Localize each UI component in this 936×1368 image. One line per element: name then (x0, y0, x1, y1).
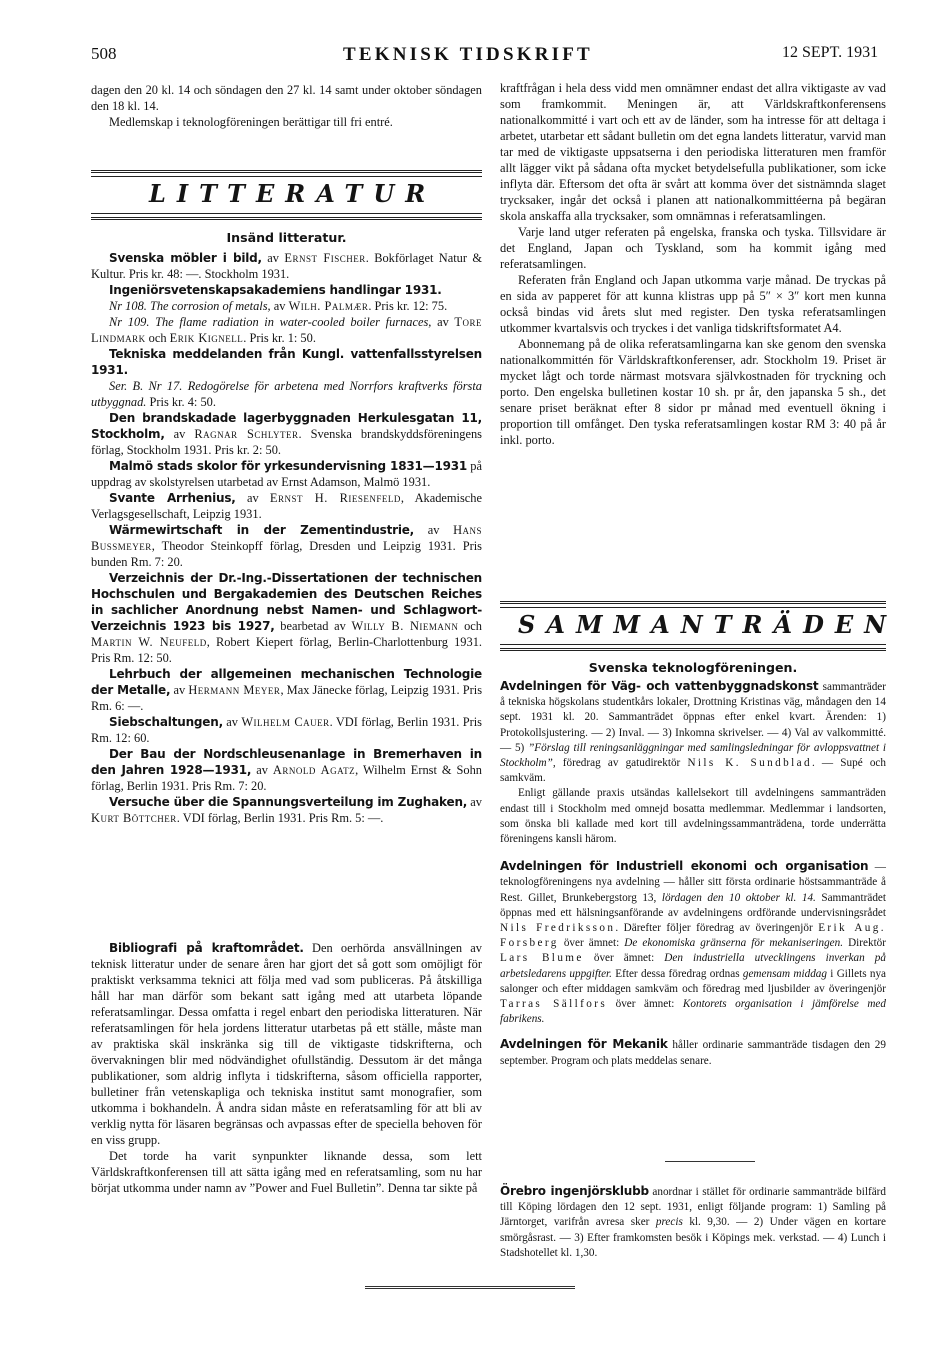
text: av (414, 523, 454, 537)
item-title: Lehrbuch der allgemeinen mechanischen Technologie der Metalle, (91, 667, 482, 697)
item-title: Verzeichnis der Dr.-Ing.-Dissertationen der technischen Hochschulen und Bergakademien des Deutschen Reiches in sachlicher Anordnung nebst Namen- und Schlagwort-Verzeichnis 1923 bis 1927, (91, 571, 482, 633)
litteratur-list (91, 230, 482, 826)
text: , Robert Kiepert förlag, Berlin-Charlottenburg 1931. Pris Rm. 12: 50. (91, 635, 482, 665)
paragraph: Referaten från England och Japan utkomma varje månad. De tryckas på en sida av papperet för att kunna klistras upp på 5″ × 3″ kort men kunna också bindas vid årets slut med register. Den tyska referatsamlingen utkommer kvartalsvis och tryckes i det vanliga tidskriftsformatet A4. (500, 273, 886, 335)
subheading: Svenska teknologföreningen. (588, 660, 798, 675)
notice-title: Örebro ingenjörsklubb (500, 1184, 649, 1198)
text: och (458, 619, 482, 633)
text: . VDI förlag, Berlin 1931. Pris Rm. 12: 60. (91, 715, 483, 745)
item-title: Der Bau der Nordschleusenanlage in Bremerhaven in den Jahren 1928—1931, (91, 747, 482, 777)
text: sammanträder å tekniska högskolans studentkårs lokaler, Drottning Kristinas väg, måndagen den 14 sept. 1931 kl. 20. Sammanträdet öppnas efter enkel kvart. Ärenden: 1) Protokollsjustering. — 2) Inval. — 3) Inkomna skrivelser. — 4) Val av valkommitté. — 5) (500, 681, 886, 754)
lecture-title: Den industriella utvecklingens inverkan på arbetsledarens uppgifter. (500, 952, 886, 980)
text: . Därefter följer föredrag av överingenjör (615, 922, 819, 935)
list-item (91, 666, 482, 714)
text: precis (655, 1216, 683, 1229)
text: av (261, 251, 285, 265)
text: anordnar i stället för ordinarie sammanträde bilfärd till Köping lördagen den 12 sept. 1931, enligt följande program: 1) Samling på Järntorget, varifrån avresa sker (500, 1186, 886, 1229)
text: , Akademische Verlagsgesellschaft, Leipzig 1931. (91, 491, 483, 521)
list-subitem (91, 298, 482, 314)
text: — teknologföreningens nya avdelning — håller sitt första ordinarie höstsammanträde å Rest. Gillet, Brunkebergstorg 13, (500, 861, 886, 904)
text: håller ordinarie sammanträde tisdagen den 29 september. Program och plats meddelas senare. (500, 1039, 886, 1067)
text: av (235, 491, 270, 505)
item-author: Ernst H. Riesenfeld (269, 491, 401, 505)
speaker-name: Nils K. Sundblad (687, 757, 812, 770)
text: Den oerhörda ansvällningen av teknisk litteratur under de senare åren har gjort det så gott som omöjligt för praktiskt verksamma teknici att följa med vad som publiceras. På åtskilliga håll har man därför som bekant satt igång med att utarbeta löpande referatsamlingar. Dessa omfatta i regel enbart den periodiska litteraturen. När referatsamlingen för hela jordens litteratur utarbetas på ett ställe, måste man av praktiska skäl inskränka sig till de viktigaste tidskrifterna, och övervakningen blir med nödvändighet ofullständig. Dessutom är det många publikationer, som aldrig inflyta i tidskrifterna, såsom officiella rapporter, bulletiner från vetenskapliga och tekniska institut samt monografier, som utkomma i bokhandeln. Å andra sidan måste en referatsamling för att bli av verklig nytta för läsaren begränsas och avpassas efter de speciella behoven för en viss grupp. (91, 941, 482, 1147)
text: gemensam middag (742, 967, 827, 980)
text: Efter dessa föredrag ordnas (611, 967, 743, 980)
article-title: Bibliografi på kraftområdet. (109, 941, 304, 955)
lecture-title: Kontorets organisation i jämförelse med fabrikens. (500, 998, 886, 1026)
item-title: Ingeniörsvetenskapsakademiens handlingar 1931. (109, 283, 442, 297)
section-banner-sammantraden (500, 601, 898, 651)
text: Pris kr. 4: 50. (146, 395, 216, 409)
text: . — Supé och samkväm. (500, 757, 886, 785)
item-title: Wärmewirtschaft in der Zementindustrie, (109, 523, 415, 537)
paragraph: kraftfrågan i hela dess vidd men omnämner endast det allra viktigaste av vad som framkommit. Meningen är, att Världskraftkonferensens nationalkommitté i vart och ett av de länder, som ha intresse för att deltaga i arbetet, utarbetar ett sådant bulletin om det egna landets litteratur, varvid man tar med de viktigaste uppsatserna i den periodiska litteraturen men framför allt lägger vikt på sådana ofta mycket betydelsefulla publikationer, som icke inflyta där. Eftersom det ofta är svårt att komma över det sistnämnda slaget trycksaker, ingår det också i planen att nationalkommittéerna på begäran skola anskaffa alla trycksaker, som omnämnas i referatsamlingen. (500, 81, 886, 223)
list-item (91, 714, 482, 746)
item-author: Arnold Agatz (272, 763, 356, 777)
text: . VDI förlag, Berlin 1931. Pris Rm. 5: —. (176, 811, 384, 825)
meeting-notice (500, 1037, 886, 1068)
text: föredrag av gatudirektör (555, 757, 688, 770)
item-author: Wilh. Palmær (288, 299, 369, 313)
text: . Pris kr. 1: 50. (243, 331, 316, 345)
item-subtitle: Nr 109. The flame radiation in water-cooled boiler furnaces, (109, 315, 432, 329)
meeting-notice (500, 859, 886, 1027)
paragraph: Abonnemang på de olika referatsamlingarna kan ske genom den svenska nationalkommittén för Världskraftkonferenser, adr. Stockholm 19. Priset är mycket lågt och torde närmast motsvara självkostnaden för tryckning och porto. Den engelska bulletinen kostar 10 sh. pr år, den japanska 5 sh., det senare priset beräknat efter 8 sidor pr månad med eventuell ökning i proportion till omfånget. Den tyska referatsamlingen kostar RM 3: 40 på år inkl. porto. (500, 337, 886, 447)
text: över ämnet: (583, 952, 665, 965)
item-author: Kurt Böttcher (91, 811, 177, 825)
text: av (222, 715, 242, 729)
paragraph: Enligt gällande praxis utsändas kallelsekort till avdelningens sammanträden endast till i Stockholm med omnejd bosatta medlemmar. Medlemmar i landsorten, som önska bli kallade med kort till avdelningssammanträdena, torde underrätta föreningens kansli härom. (500, 787, 886, 846)
list-subitem (91, 314, 482, 346)
text: kl. 9,30. — 2) Under vägen en kortare smörgåsrast. — 3) Efter framkomsten besök i Köpings mek. verkstad. — 4) Lunch i Stadshotellet kl. 1,30. (500, 1216, 886, 1259)
text: Direktör (843, 937, 887, 950)
text: av (431, 315, 455, 329)
text: av (270, 299, 289, 313)
item-author: Martin W. Neufeld (91, 635, 207, 649)
text: , Max Jänecke förlag, Leipzig 1931. Pris Rm. 6: —. (91, 683, 483, 713)
notice-title: Avdelningen för Väg- och vattenbyggnadskonst (500, 679, 819, 693)
bibliografi-article (91, 940, 482, 1196)
item-author: Hans Bussmeyer (91, 523, 483, 553)
speaker-name: Tarras Sällfors (500, 998, 608, 1011)
paragraph (91, 940, 482, 1148)
item-author: Tore Lindmark (91, 315, 482, 345)
list-item (91, 250, 482, 282)
text: på uppdrag av skolstyrelsen utarbetad av Ernst Adamson, Malmö 1931. (91, 459, 482, 489)
text: bearbetad av (274, 619, 352, 633)
list-subitem (91, 378, 482, 410)
text: och (145, 331, 170, 345)
speaker-name: Lars Blume (500, 952, 584, 965)
text: Sammanträdet öppnas med ett hälsningsanförande av avdelningens ordförande undervisningsrådet (500, 891, 886, 919)
meeting-notice (500, 679, 886, 786)
list-item (91, 458, 482, 490)
paragraph: dagen den 20 kl. 14 och söndagen den 27 kl. 14 samt under oktober söndagen den 18 kl. 14. (91, 83, 482, 113)
list-item (91, 282, 482, 298)
text: . Bokförlaget Natur & Kultur. Pris kr. 48: —. Stockholm 1931. (91, 251, 482, 281)
item-title: Svenska möbler i bild, (109, 251, 262, 265)
text: av (170, 683, 189, 697)
item-author: Hermann Meyer (188, 683, 281, 697)
list-item (91, 746, 482, 794)
text: . Svenska brandskyddsföreningens förlag, Stockholm 1931. Pris kr. 2: 50. (91, 427, 482, 457)
left-top-text (91, 82, 482, 130)
text: över ämnet: (607, 998, 683, 1011)
section-heading: SAMMANTRÄDEN (518, 610, 898, 639)
item-title: Versuche über die Spannungsverteilung im Zughaken, (109, 795, 468, 809)
divider (665, 1161, 755, 1162)
item-subtitle: Ser. B. Nr 17. Redogörelse för arbetena med Norrfors kraftverks första utbyggnad. (91, 379, 482, 409)
text: i Gillets nya salonger och efter middagen samkväm och föredrag med ljusbilder av överingenjör (500, 967, 887, 995)
item-title: Siebschaltungen, (109, 715, 223, 729)
sammantraden-list (500, 660, 886, 1069)
text: över ämnet: (558, 937, 625, 950)
text: av (251, 763, 273, 777)
list-item (91, 490, 482, 522)
issue-date: 12 SEPT. 1931 (782, 44, 879, 61)
item-author: Ragnar Schlyter (194, 427, 299, 441)
meeting-notice (500, 1184, 886, 1261)
orebro-notice (500, 1184, 886, 1261)
item-title: Tekniska meddelanden från Kungl. vattenfallsstyrelsen 1931. (91, 347, 482, 377)
text: , Wilhelm Ernst & Sohn förlag, Berlin 1931. Pris Rm. 7: 20. (91, 763, 482, 793)
text: , Theodor Steinkopff förlag, Dresden und Leipzig 1931. Pris bunden Rm. 7: 20. (91, 539, 482, 569)
text: av (164, 427, 195, 441)
list-item (91, 794, 482, 826)
lecture-title: ”Förslag till reningsanläggningar med samlingsledningar för avloppsvattnet i Stockholm”, (500, 741, 886, 770)
text: . Pris kr. 12: 75. (368, 299, 448, 313)
paragraph: Varje land utger referaten på engelska, franska och tyska. Tillsvidare är det England, Japan och Tyskland, som ha kommit igång med referatsamlingen. (500, 225, 886, 271)
item-author: Wilhelm Cauer (241, 715, 330, 729)
page-end-rule (365, 1286, 575, 1289)
item-author: Willy B. Niemann (351, 619, 459, 633)
subheading: Insänd litteratur. (226, 230, 347, 245)
item-title: Svante Arrhenius, (109, 491, 236, 505)
paragraph: Det torde ha varit synpunkter liknande dessa, som lett Världskraftkonferensen till att sätta igång med en referatsamling, som nu har börjat utkomma under namn av ”Power and Fuel Bulletin”. Denna tar sikte på (91, 1149, 482, 1195)
page-number: 508 (91, 44, 117, 63)
speaker-name: Erik Aug. Forsberg (500, 922, 886, 950)
list-item (91, 522, 482, 570)
section-banner-litteratur (91, 170, 482, 220)
list-item (91, 410, 482, 458)
journal-title: TEKNISK TIDSKRIFT (343, 44, 593, 65)
notice-title: Avdelningen för Industriell ekonomi och organisation (500, 859, 869, 874)
section-heading: LITTERATUR (149, 179, 437, 208)
lecture-title: De ekonomiska gränserna för mekaniseringen. (624, 937, 844, 950)
meeting-time: lördagen den 10 oktober kl. 14. (661, 891, 816, 904)
item-author: Erik Kignell (169, 331, 244, 345)
speaker-name: Nils Fredriksson (500, 922, 616, 935)
list-item (91, 346, 482, 378)
item-subtitle: Nr 108. The corrosion of metals, (109, 299, 271, 313)
paragraph: Medlemskap i teknologföreningen berättigar till fri entré. (109, 115, 393, 129)
item-title: Malmö stads skolor för yrkesundervisning 1831—1931 (109, 459, 468, 473)
item-author: Ernst Fischer (284, 251, 366, 265)
item-title: Den brandskadade lagerbyggnaden Herkulesgatan 11, Stockholm, (91, 411, 482, 441)
notice-title: Avdelningen för Mekanik (500, 1037, 668, 1052)
bibliografi-continuation (500, 80, 886, 448)
list-item (91, 570, 482, 666)
text: av (467, 795, 482, 809)
